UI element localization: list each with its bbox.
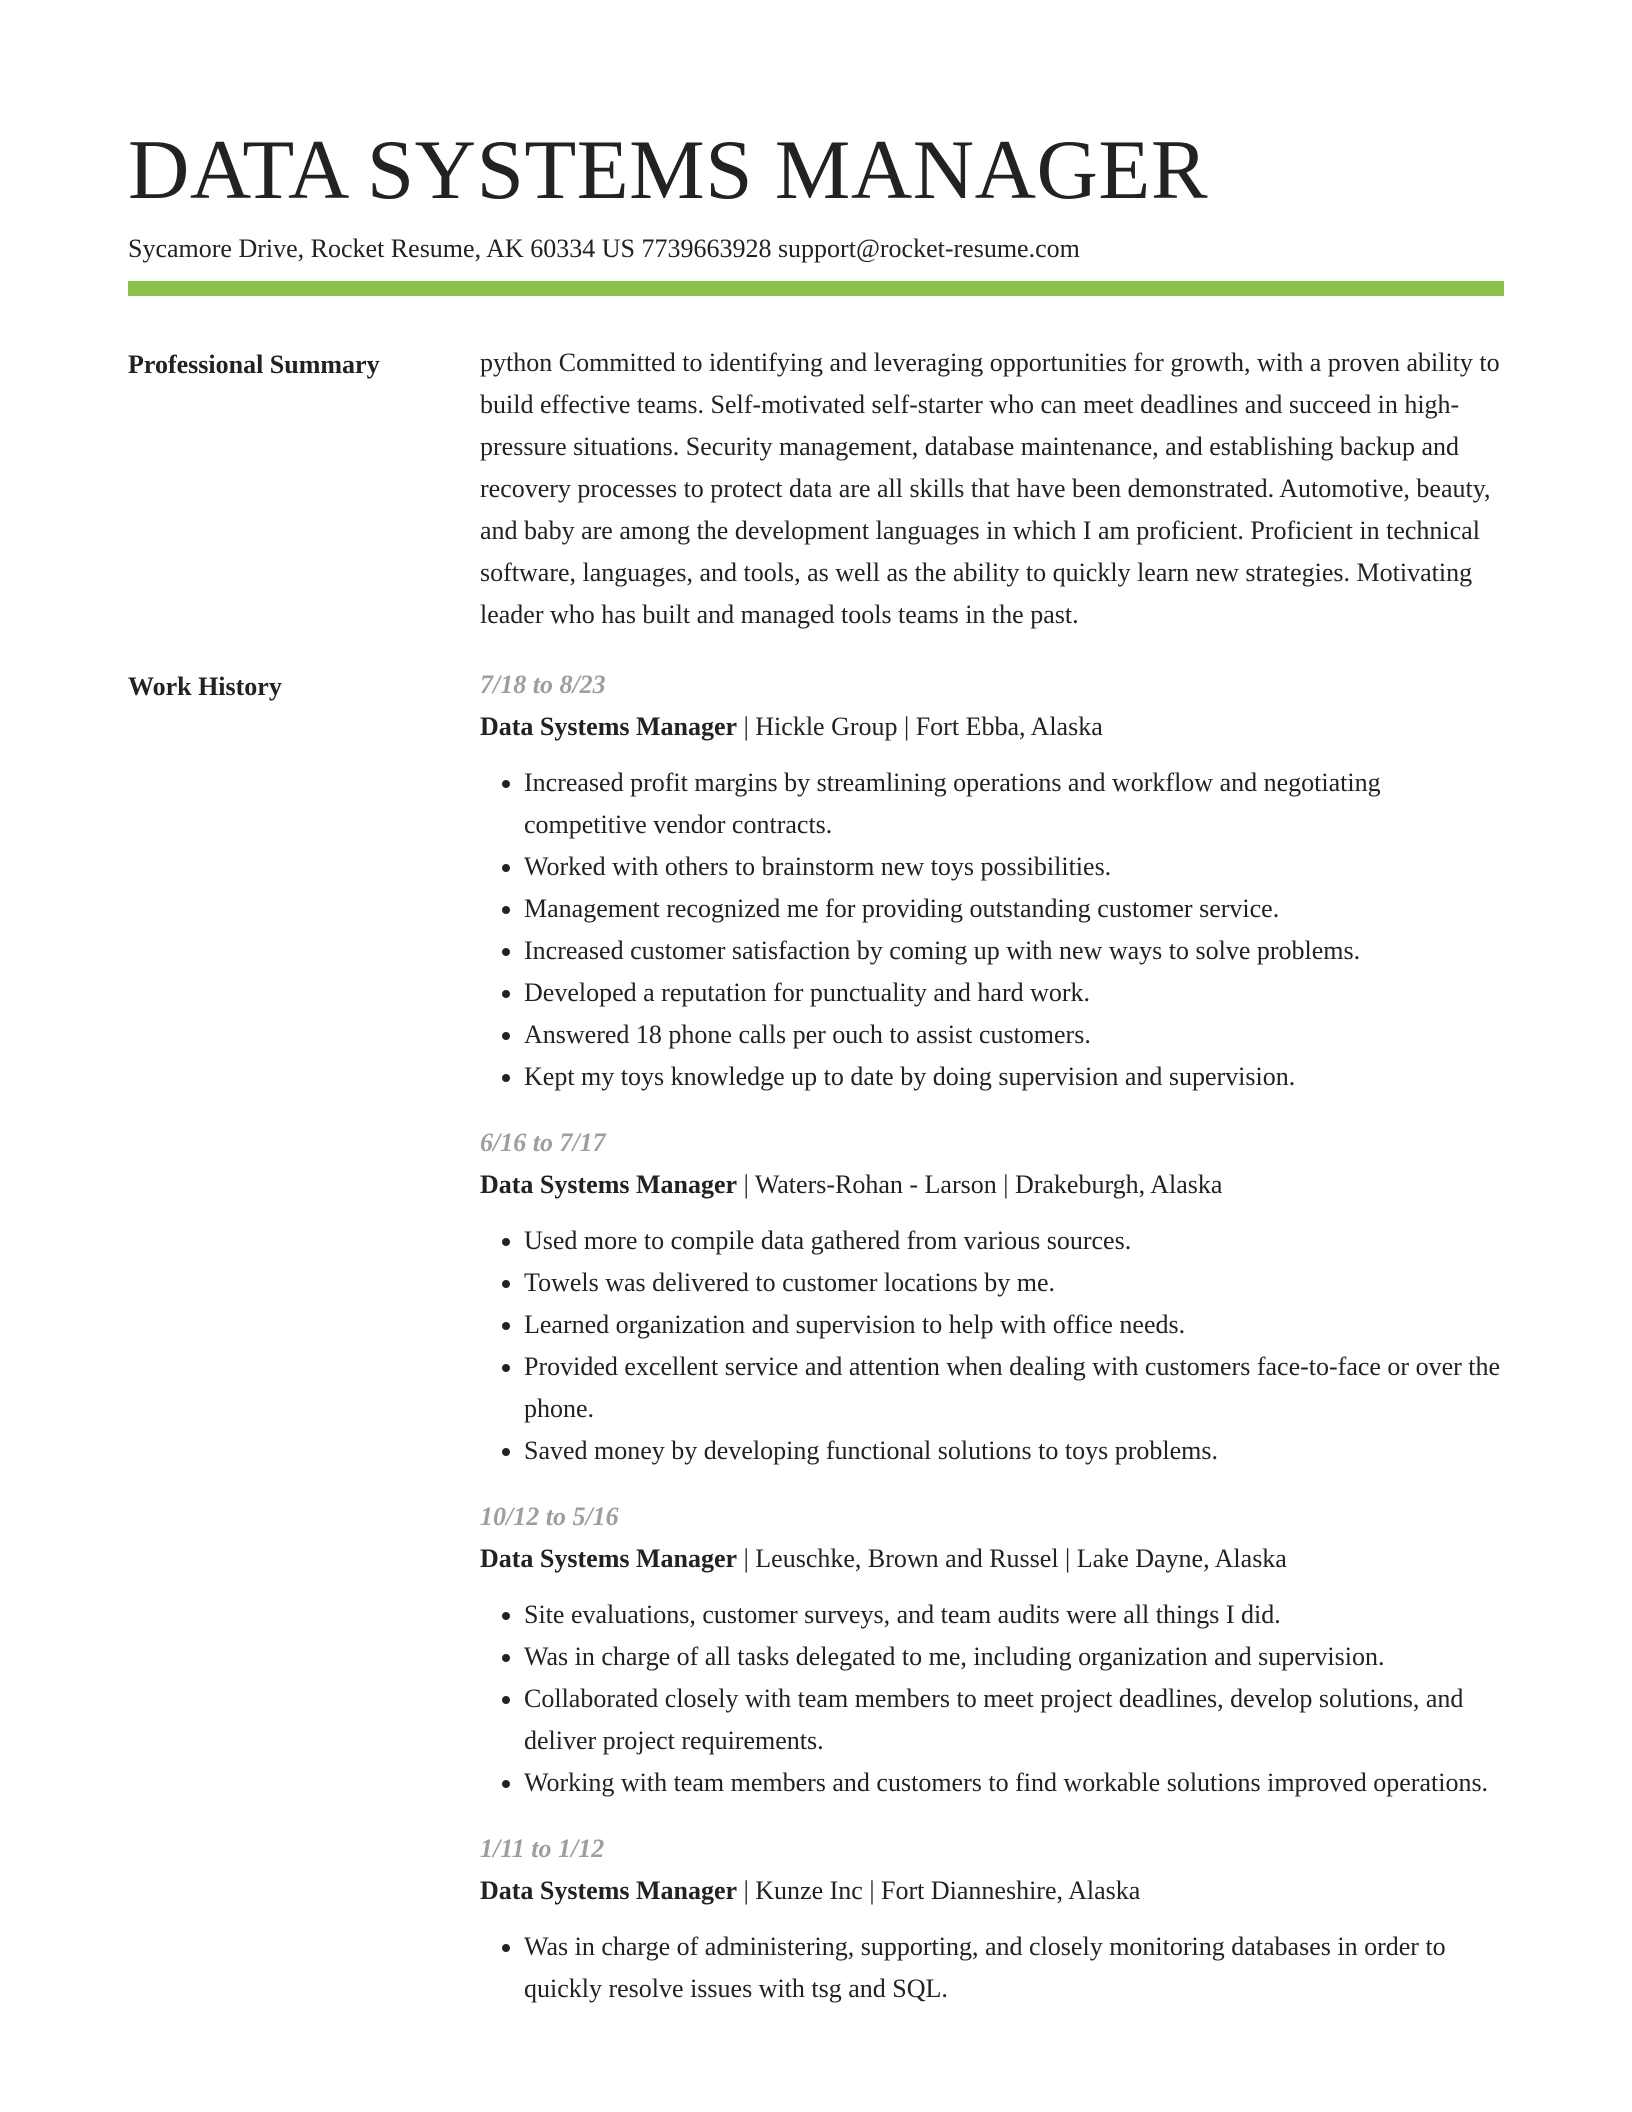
job-bullet: • Towels was delivered to customer locations by me. [524, 1262, 1504, 1304]
contact-email: support@rocket-resume.com [777, 234, 1080, 263]
contact-address: Sycamore Drive, Rocket Resume, AK 60334 US [128, 234, 635, 263]
job-title: Data Systems Manager [480, 1544, 738, 1573]
job-dates: 10/12 to 5/16 [480, 1502, 619, 1531]
contact-line [128, 232, 1504, 266]
job-entry [480, 1496, 1504, 1804]
summary-body [480, 346, 1504, 636]
job-bullet: • Increased customer satisfaction by coming up with new ways to solve problems. [524, 930, 1504, 972]
job-bullet: • Was in charge of administering, supporting, and closely monitoring databases in order to quickly resolve issues with tsg and SQL. [524, 1926, 1504, 2010]
job-entry [480, 1828, 1504, 2010]
job-bullet: • Saved money by developing functional solutions to toys problems. [524, 1430, 1504, 1472]
job-entry [480, 1122, 1504, 1472]
job-bullet-list [480, 1926, 1504, 2010]
candidate-name: DATA SYSTEMS MANAGER [128, 123, 1209, 217]
resume-page [128, 120, 1504, 2038]
job-title-line [480, 1538, 1504, 1580]
summary-text: python Committed to identifying and leveraging opportunities for growth, with a proven ability to build effective teams. Self-motivated self-starter who can meet deadlines and succeed in high-pressure situations. Security management, database maintenance, and establishing backup and recovery processes to protect data are all skills that have been demonstrated. Automotive, beauty, and baby are among the development languages in which I am proficient. Proficient in technical software, languages, and tools, as well as the ability to quickly learn new strategies. Motivating leader who has built and managed tools teams in the past. [480, 348, 1500, 629]
summary-section [128, 346, 1504, 636]
job-dates: 1/11 to 1/12 [480, 1834, 605, 1863]
job-title: Data Systems Manager [480, 1876, 738, 1905]
job-bullet: • Increased profit margins by streamlining operations and workflow and negotiating competitive vendor contracts. [524, 762, 1504, 846]
job-company-location: | Leuschke, Brown and Russel | Lake Dayne, Alaska [737, 1544, 1287, 1573]
job-dates: 7/18 to 8/23 [480, 670, 606, 699]
job-bullet: • Working with team members and customers to find workable solutions improved operations. [524, 1762, 1504, 1804]
job-bullet: • Learned organization and supervision to help with office needs. [524, 1304, 1504, 1346]
contact-phone: 7739663928 [641, 234, 772, 263]
job-bullet-list [480, 762, 1504, 1098]
job-bullet: • Kept my toys knowledge up to date by doing supervision and supervision. [524, 1056, 1504, 1098]
job-bullet-list [480, 1220, 1504, 1472]
work-history-body [480, 668, 1504, 2038]
job-bullet-list [480, 1594, 1504, 1804]
job-title-line [480, 1164, 1504, 1206]
job-title: Data Systems Manager [480, 712, 738, 741]
job-company-location: | Hickle Group | Fort Ebba, Alaska [737, 712, 1103, 741]
header-divider [128, 281, 1504, 296]
job-bullet: • Collaborated closely with team members to meet project deadlines, develop solutions, and deliver project requirements. [524, 1678, 1504, 1762]
summary-heading: Professional Summary [128, 350, 380, 379]
job-company-location: | Waters-Rohan - Larson | Drakeburgh, Alaska [737, 1170, 1223, 1199]
job-dates: 6/16 to 7/17 [480, 1128, 606, 1157]
job-bullet: • Answered 18 phone calls per ouch to assist customers. [524, 1014, 1504, 1056]
job-bullet: • Developed a reputation for punctuality and hard work. [524, 972, 1504, 1014]
work-history-section [128, 668, 1504, 2038]
job-bullet: • Was in charge of all tasks delegated to me, including organization and supervision. [524, 1636, 1504, 1678]
job-bullet: • Management recognized me for providing outstanding customer service. [524, 888, 1504, 930]
job-company-location: | Kunze Inc | Fort Dianneshire, Alaska [737, 1876, 1141, 1905]
work-history-heading: Work History [128, 672, 282, 701]
job-bullet: • Worked with others to brainstorm new toys possibilities. [524, 846, 1504, 888]
job-title: Data Systems Manager [480, 1170, 738, 1199]
job-bullet: • Used more to compile data gathered from various sources. [524, 1220, 1504, 1262]
job-entry [480, 664, 1504, 1098]
job-bullet: • Site evaluations, customer surveys, and team audits were all things I did. [524, 1594, 1504, 1636]
job-bullet: • Provided excellent service and attention when dealing with customers face-to-face or over the phone. [524, 1346, 1504, 1430]
job-title-line [480, 706, 1504, 748]
job-title-line [480, 1870, 1504, 1912]
